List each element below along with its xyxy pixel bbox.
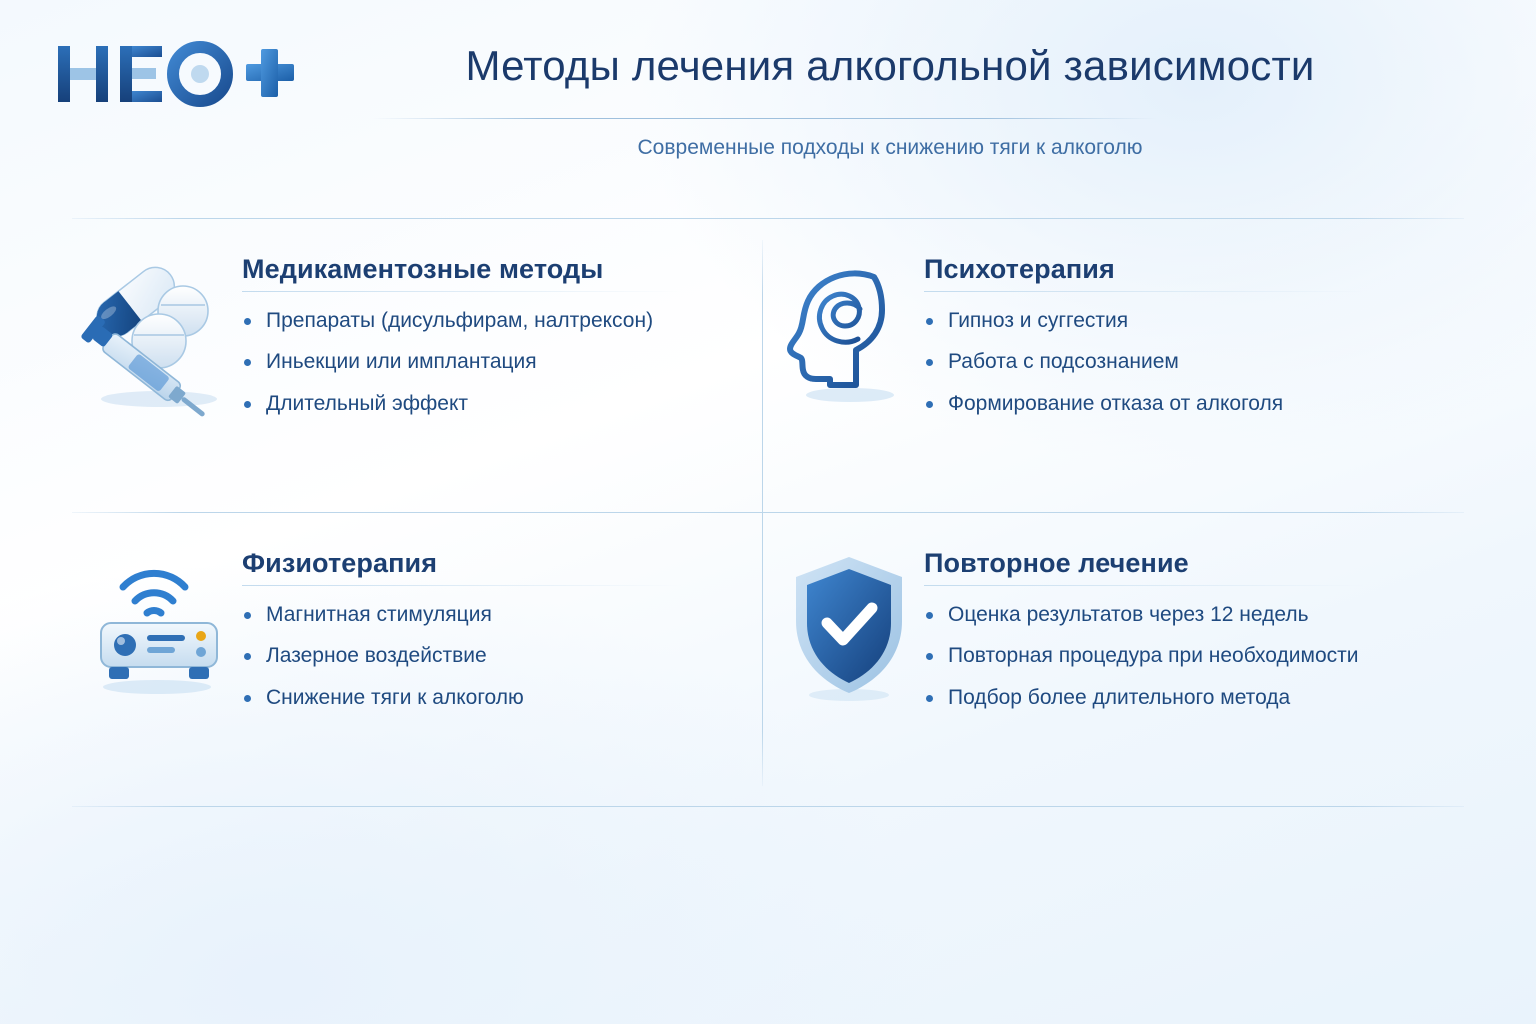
shield-check-icon	[774, 542, 924, 712]
methods-grid	[72, 218, 1464, 806]
pills-syringe-icon	[72, 248, 242, 418]
list-item: Оценка результатов через 12 недель	[924, 602, 1446, 628]
grid-divider-vertical	[762, 240, 763, 786]
list-item: Лазерное воздействие	[242, 643, 744, 669]
method-card-psychotherapy	[774, 218, 1464, 512]
card-title: Медикаментозные методы	[242, 254, 604, 284]
head-spiral-icon	[774, 248, 924, 418]
list-item: Гипноз и суггестия	[924, 308, 1446, 334]
grid-divider-bottom	[72, 806, 1464, 807]
list-item: Формирование отказа от алкоголя	[924, 391, 1446, 417]
card-title: Психотерапия	[924, 254, 1115, 284]
list-item: Иньекции или имплантация	[242, 349, 744, 375]
list-item: Подбор более длительного метода	[924, 685, 1446, 711]
method-card-physiotherapy	[72, 512, 762, 806]
card-body	[924, 542, 1446, 726]
list-item: Длительный эффект	[242, 391, 744, 417]
page-title: Методы лечения алкогольной зависимости	[465, 42, 1315, 89]
method-card-medication	[72, 218, 762, 512]
brand-logo	[56, 38, 296, 110]
card-bullet-list	[924, 308, 1446, 417]
card-title: Повторное лечение	[924, 548, 1189, 578]
card-bullet-list	[242, 602, 744, 711]
title-divider	[372, 118, 1156, 119]
card-title-divider	[242, 291, 682, 292]
header	[0, 0, 1536, 190]
list-item: Снижение тяги к алкоголю	[242, 685, 744, 711]
card-title-divider	[924, 291, 1364, 292]
list-item: Препараты (дисульфирам, налтрексон)	[242, 308, 744, 334]
list-item: Повторная процедура при необходимости	[924, 643, 1446, 669]
card-title: Физиотерапия	[242, 548, 438, 578]
list-item: Работа с подсознанием	[924, 349, 1446, 375]
list-item: Магнитная стимуляция	[242, 602, 744, 628]
page-subtitle: Современные подходы к снижению тяги к алкоголю	[637, 136, 1143, 159]
card-bullet-list	[242, 308, 744, 417]
method-card-repeat-treatment	[774, 512, 1464, 806]
card-title-divider	[242, 585, 682, 586]
card-body	[924, 248, 1446, 432]
physio-device-icon	[72, 542, 242, 712]
card-title-divider	[924, 585, 1364, 586]
card-body	[242, 248, 744, 432]
card-body	[242, 542, 744, 726]
card-bullet-list	[924, 602, 1446, 711]
